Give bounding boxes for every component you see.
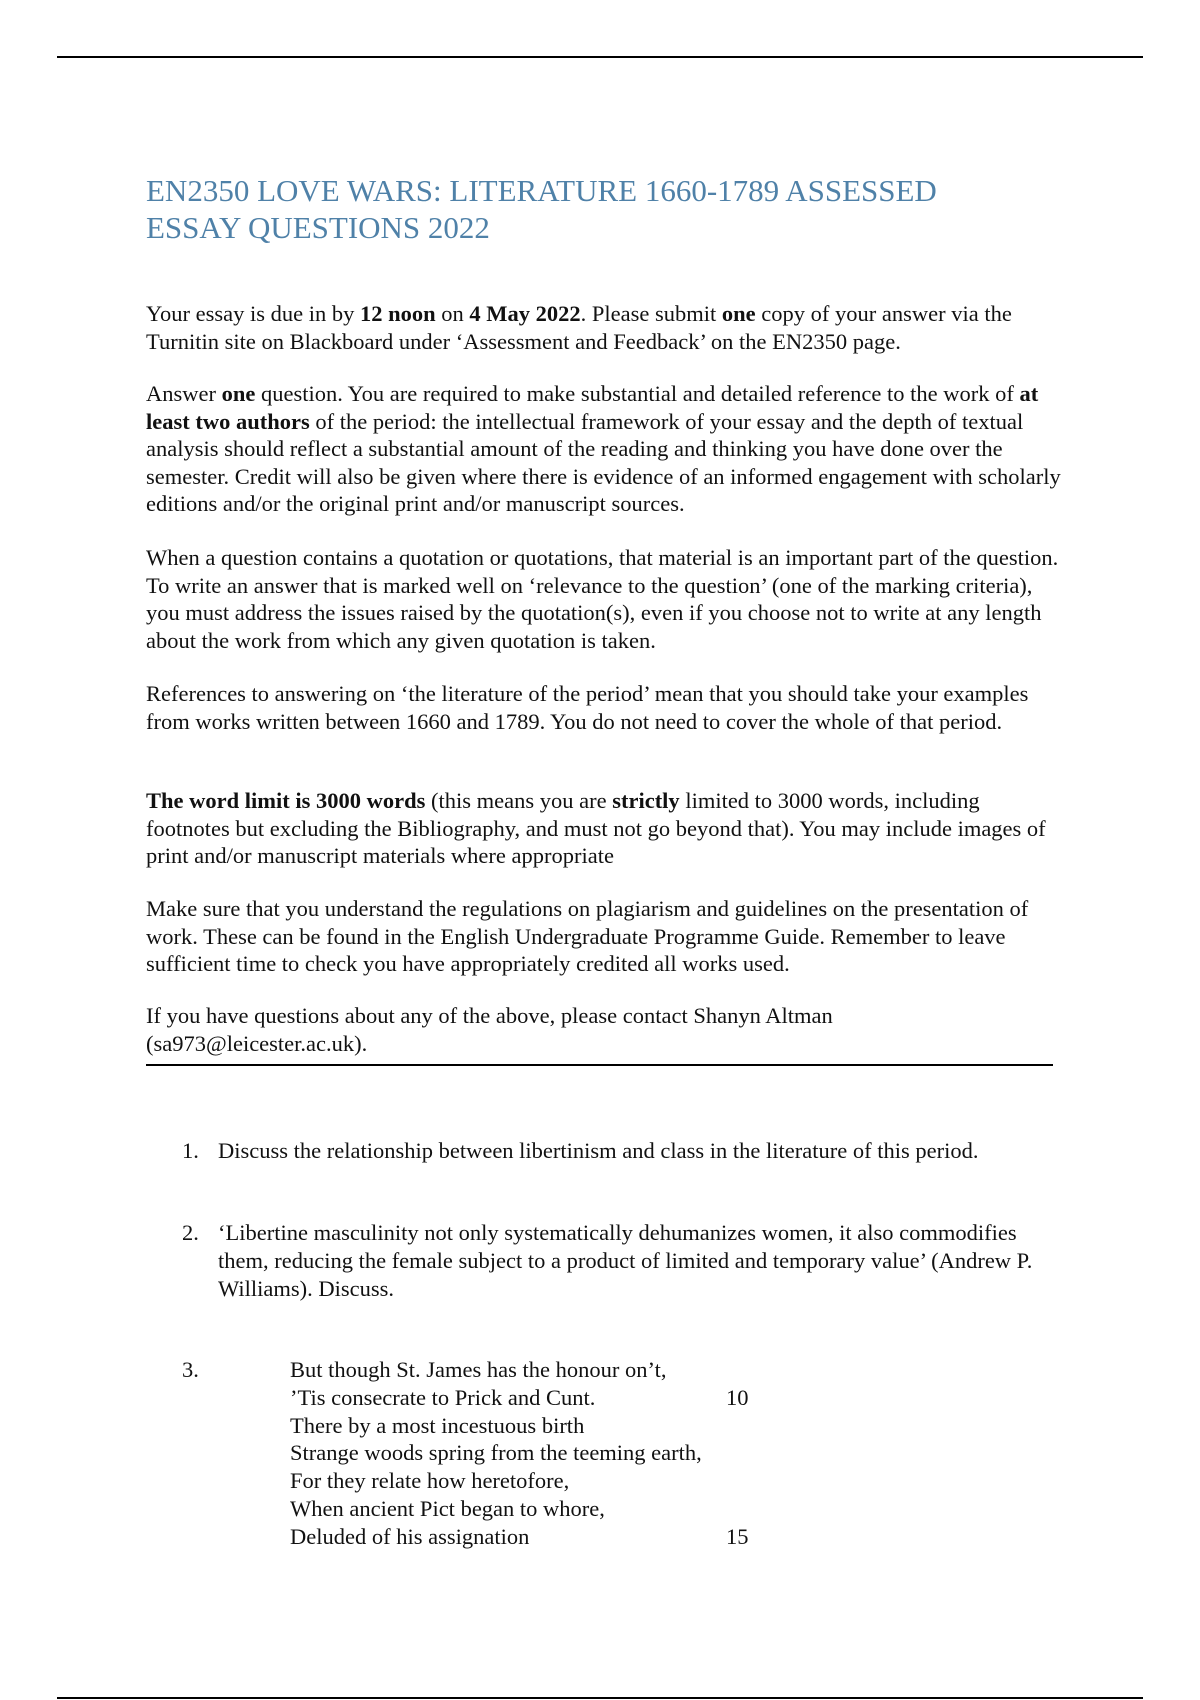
poem-line-text: For they relate how heretofore, xyxy=(290,1468,570,1494)
section-divider xyxy=(146,1064,1053,1066)
title-line-2: ESSAY QUESTIONS 2022 xyxy=(146,210,490,245)
period-guidance-paragraph: References to answering on ‘the literature of the period’ mean that you should take your examples from works written between 1660 and 1789. You do not need to cover the whole of that period. xyxy=(146,681,1029,734)
poem-line xyxy=(290,1412,790,1440)
poem-excerpt xyxy=(290,1356,790,1551)
text-run: Answer xyxy=(146,381,222,406)
text-run: copy of your answer via the Turnitin site on Blackboard under ‘Assessment and Feedback’ on the EN2350 page. xyxy=(146,301,1012,354)
copy-count: one xyxy=(721,301,756,326)
document-title xyxy=(146,172,1046,246)
poem-line xyxy=(290,1523,790,1551)
contact-paragraph: If you have questions about any of the above, please contact Shanyn Altman (sa973@leicester.ac.uk). xyxy=(146,1003,833,1056)
question-count: one xyxy=(221,381,256,406)
due-time: 12 noon xyxy=(359,301,436,326)
answer-instructions-paragraph xyxy=(146,380,1064,518)
poem-line-text: But though St. James has the honour on’t, xyxy=(290,1357,667,1382)
page-top-rule xyxy=(57,56,1143,58)
title-line-1: EN2350 LOVE WARS: LITERATURE 1660-1789 ASSESSED xyxy=(146,173,937,208)
plagiarism-paragraph: Make sure that you understand the regulations on plagiarism and guidelines on the presentation of work. These can be found in the English Undergraduate Programme Guide. Remember to leave sufficient time to check you have appropriately credited all works used. xyxy=(146,896,1029,977)
question-number: 3. xyxy=(182,1357,199,1382)
word-limit-paragraph xyxy=(146,787,1064,870)
poem-line xyxy=(290,1495,790,1523)
page-bottom-rule xyxy=(57,1697,1143,1699)
poem-line xyxy=(290,1384,790,1412)
author-requirement: at least two authors xyxy=(146,381,1039,434)
text-run: question. You are required to make substantial and detailed reference to the work of xyxy=(255,381,1020,406)
line-number: 15 xyxy=(726,1523,749,1549)
question-text: Discuss the relationship between libertinism and class in the literature of this period. xyxy=(218,1138,979,1163)
poem-line xyxy=(290,1356,790,1384)
due-date-paragraph xyxy=(146,300,1064,355)
strictly-emphasis: strictly xyxy=(612,788,680,813)
poem-line-text: Deluded of his assignation xyxy=(290,1523,530,1549)
question-text: ‘Libertine masculinity not only systematically dehumanizes women, it also commodifies them, reducing the female subject to a product of limited and temporary value’ (Andrew P. Williams). Discuss. xyxy=(218,1220,1033,1301)
text-run: (this means you are xyxy=(425,788,613,813)
poem-line-text: Strange woods spring from the teeming earth, xyxy=(290,1440,702,1466)
line-number: 10 xyxy=(726,1384,749,1410)
question-number: 1. xyxy=(182,1138,199,1163)
poem-line-text: When ancient Pict began to whore, xyxy=(290,1495,605,1521)
poem-line-text: ’Tis consecrate to Prick and Cunt. xyxy=(290,1384,596,1410)
quotation-guidance-paragraph: When a question contains a quotation or quotations, that material is an important part of the question. To write an answer that is marked well on ‘relevance to the question’ (one of the marking criteria), you must address the issues raised by the quotation(s), even if you choose not to write at any length about the work from which any given quotation is taken. xyxy=(146,545,1059,653)
text-run: . Please submit xyxy=(580,301,722,326)
text-run: on xyxy=(435,301,470,326)
text-run: Your essay is due in by xyxy=(146,301,360,326)
poem-line xyxy=(290,1467,790,1495)
poem-line-text: There by a most incestuous birth xyxy=(290,1412,585,1438)
text-run: of the period: the intellectual framework of your essay and the depth of textual analysis should reflect a substantial amount of the reading and thinking you have done over the semester. Credit will also be given where there is evidence of an informed engagement with scholarly editions and/or the original print and/or manuscript sources. xyxy=(146,408,1061,517)
word-limit: The word limit is 3000 words xyxy=(146,788,426,813)
poem-line xyxy=(290,1439,790,1467)
question-number: 2. xyxy=(182,1220,199,1245)
text-run: limited to 3000 words, including footnotes but excluding the Bibliography, and must not go beyond that). You may include images of print and/or manuscript materials where appropriate xyxy=(146,788,1046,869)
due-date: 4 May 2022 xyxy=(469,301,581,326)
